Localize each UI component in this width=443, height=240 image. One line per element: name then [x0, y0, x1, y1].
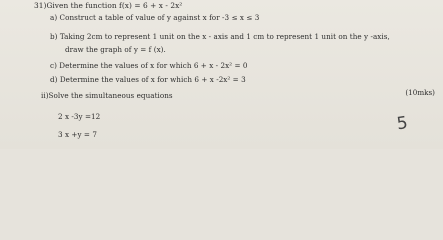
part-b-line-1: b) Taking 2cm to represent 1 unit on the x - axis and 1 cm to represent 1 unit on the y -axis, — [50, 32, 390, 41]
marks-label: (10mks) — [405, 88, 435, 97]
handwritten-score: 5 — [395, 112, 410, 135]
equation-1: 2 x -3y =12 — [58, 112, 101, 121]
part-a-text: a) Construct a table of value of y against x for -3 ≤ x ≤ 3 — [50, 13, 260, 22]
equation-2: 3 x +y = 7 — [58, 130, 97, 139]
part-c-text: c) Determine the values of x for which 6 + x - 2x² = 0 — [50, 61, 248, 70]
part-b-line-2: draw the graph of y = f (x). — [65, 45, 166, 54]
question-header: 31)Given the function f(x) = 6 + x - 2x² — [34, 1, 183, 10]
part-d-text: d) Determine the values of x for which 6 + x -2x² = 3 — [50, 75, 246, 84]
part-ii-text: ii)Solve the simultaneous equations — [41, 91, 173, 100]
